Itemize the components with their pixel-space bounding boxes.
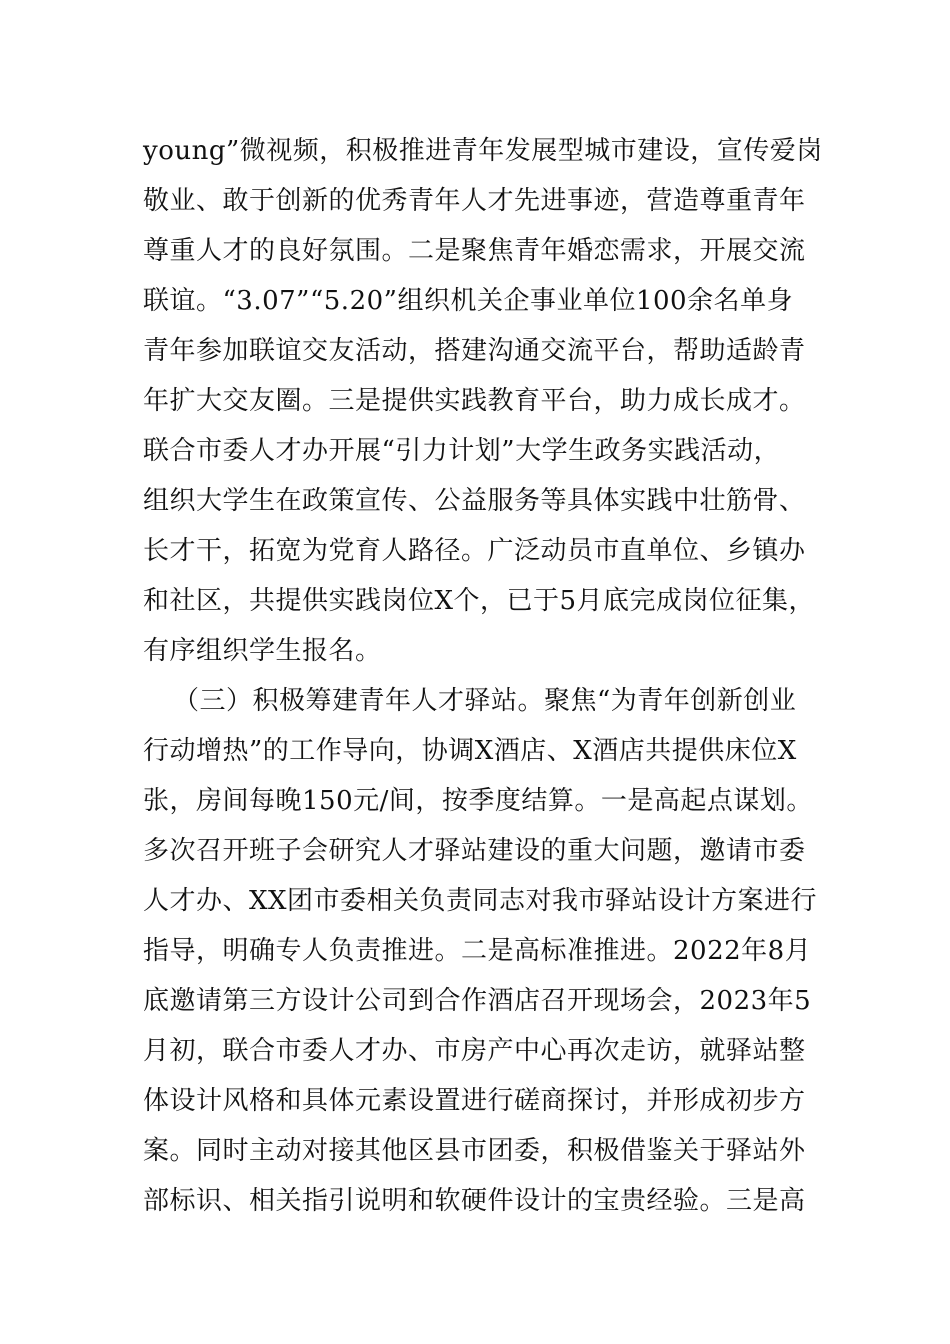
text-line: 联合市委人才办开展“引力计划”大学生政务实践活动， xyxy=(143,436,781,466)
text-line: 案。同时主动对接其他区县市团委，积极借鉴关于驿站外 xyxy=(143,1136,806,1166)
text-line: 和社区，共提供实践岗位X个，已于5月底完成岗位征集， xyxy=(143,586,816,616)
text-line: 长才干，拓宽为党育人路径。广泛动员市直单位、乡镇办 xyxy=(143,536,806,566)
text-line: 青年参加联谊交友活动，搭建沟通交流平台，帮助适龄青 xyxy=(143,336,806,366)
text-line: 指导，明确专人负责推进。二是高标准推进。2022年8月 xyxy=(143,936,812,966)
text-line: 有序组织学生报名。 xyxy=(143,636,382,666)
text-line: 张，房间每晚150元/间，按季度结算。一是高起点谋划。 xyxy=(143,786,813,816)
text-line: young”微视频，积极推进青年发展型城市建设，宣传爱岗 xyxy=(143,136,823,166)
text-line: 底邀请第三方设计公司到合作酒店召开现场会，2023年5 xyxy=(143,986,812,1016)
text-line: 组织大学生在政策宣传、公益服务等具体实践中壮筋骨、 xyxy=(143,486,806,516)
text-line: 人才办、XX团市委相关负责同志对我市驿站设计方案进行 xyxy=(143,886,818,916)
text-line: 联谊。“3.07”“5.20”组织机关企事业单位100余名单身 xyxy=(143,286,794,316)
text-line: 部标识、相关指引说明和软硬件设计的宝贵经验。三是高 xyxy=(143,1186,806,1216)
text-line: 多次召开班子会研究人才驿站建设的重大问题，邀请市委 xyxy=(143,836,806,866)
document-body xyxy=(143,126,833,1226)
text-line: 行动增热”的工作导向，协调X酒店、X酒店共提供床位X xyxy=(143,736,797,766)
text-line: 月初，联合市委人才办、市房产中心再次走访，就驿站整 xyxy=(143,1036,806,1066)
text-line: 尊重人才的良好氛围。二是聚焦青年婚恋需求，开展交流 xyxy=(143,236,806,266)
section-heading-line: （三）积极筹建青年人才驿站。聚焦“为青年创新创业 xyxy=(173,686,797,716)
text-line: 体设计风格和具体元素设置进行磋商探讨，并形成初步方 xyxy=(143,1086,806,1116)
text-line: 敬业、敢于创新的优秀青年人才先进事迹，营造尊重青年 xyxy=(143,186,806,216)
text-line: 年扩大交友圈。三是提供实践教育平台，助力成长成才。 xyxy=(143,386,806,416)
